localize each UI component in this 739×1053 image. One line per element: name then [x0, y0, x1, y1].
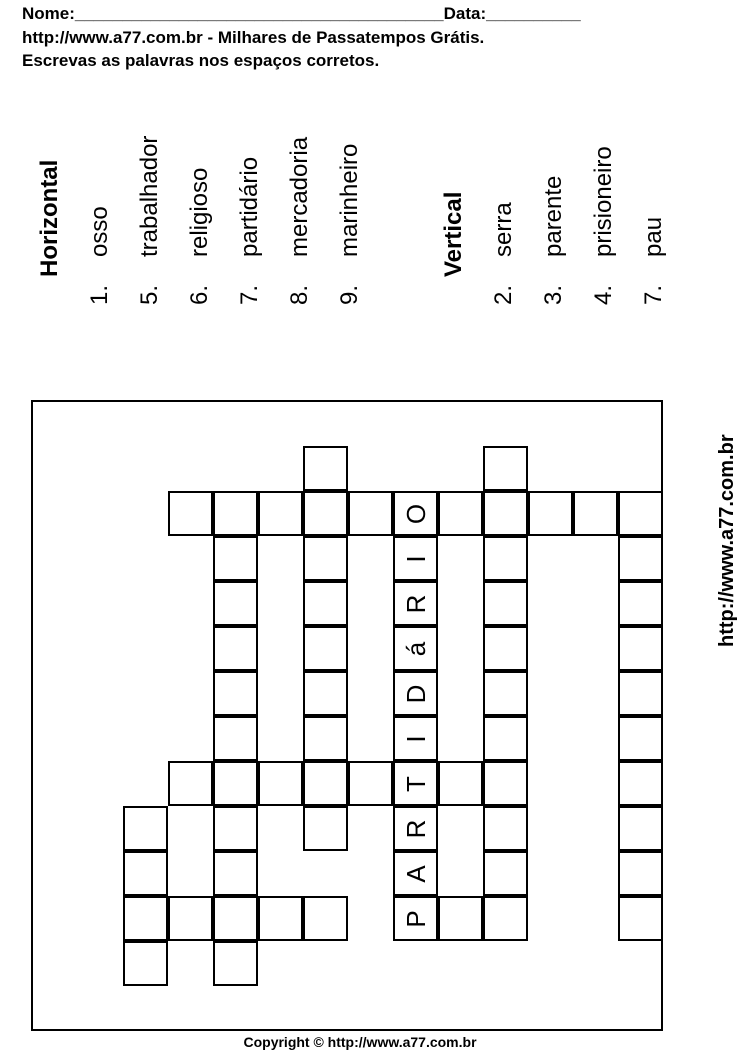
clue-h-5: 5.trabalhador [136, 135, 163, 305]
grid-cell[interactable] [483, 626, 528, 671]
grid-cell[interactable] [618, 581, 663, 626]
crossword-board [31, 400, 663, 1031]
name-line: Nome:_______________________________________ [22, 4, 444, 23]
date-line: Data:__________ [443, 4, 581, 23]
vertical-title: Vertical [440, 191, 467, 277]
side-url: http://www.a77.com.br [716, 434, 738, 647]
cell-letter: R [400, 819, 431, 838]
grid-cell[interactable] [483, 896, 528, 941]
grid-cell[interactable] [393, 716, 438, 761]
grid-cell[interactable] [258, 896, 303, 941]
grid-cell[interactable] [438, 491, 483, 536]
grid-cell[interactable] [393, 671, 438, 716]
grid-cell[interactable] [483, 761, 528, 806]
grid-cell[interactable] [618, 626, 663, 671]
cell-letter: I [400, 734, 431, 743]
clue-v-4: 4.prisioneiro [590, 146, 617, 305]
clue-h-9: 9.marinheiro [336, 143, 363, 305]
cell-letter: A [400, 864, 431, 883]
grid-cell[interactable] [393, 536, 438, 581]
grid-cell[interactable] [303, 446, 348, 491]
grid-cell[interactable] [483, 536, 528, 581]
grid-cell[interactable] [618, 671, 663, 716]
grid-cell[interactable] [213, 806, 258, 851]
grid-cell[interactable] [123, 851, 168, 896]
grid-cell[interactable] [303, 761, 348, 806]
clue-v-3: 3.parente [540, 175, 567, 305]
grid-cell[interactable] [303, 716, 348, 761]
grid-cell[interactable] [393, 626, 438, 671]
horizontal-title: Horizontal [36, 159, 63, 277]
grid-cell[interactable] [303, 536, 348, 581]
grid-cell[interactable] [438, 761, 483, 806]
grid-cell[interactable] [213, 851, 258, 896]
clue-h-7: 7.partidário [236, 156, 263, 305]
grid-cell[interactable] [483, 491, 528, 536]
grid-cell[interactable] [213, 941, 258, 986]
grid-cell[interactable] [618, 491, 663, 536]
grid-cell[interactable] [168, 491, 213, 536]
grid-cell[interactable] [483, 581, 528, 626]
grid-cell[interactable] [303, 626, 348, 671]
instruction: Escrevas as palavras nos espaços corretos. [22, 51, 380, 70]
cell-letter: á [400, 641, 431, 656]
cell-letter: O [400, 503, 431, 524]
grid-cell[interactable] [393, 806, 438, 851]
grid-cell[interactable] [213, 896, 258, 941]
grid-cell[interactable] [483, 716, 528, 761]
clue-h-6: 6.religioso [186, 167, 213, 305]
grid-cell[interactable] [348, 491, 393, 536]
grid-cell[interactable] [213, 671, 258, 716]
grid-cell[interactable] [213, 536, 258, 581]
grid-cell[interactable] [348, 761, 393, 806]
clue-h-1: 1.osso [86, 206, 113, 305]
clue-v-2: 2.serra [490, 202, 517, 305]
grid-cell[interactable] [258, 761, 303, 806]
grid-cell[interactable] [483, 806, 528, 851]
grid-cell[interactable] [258, 491, 303, 536]
grid-cell[interactable] [123, 896, 168, 941]
cell-letter: D [400, 684, 431, 703]
grid-cell[interactable] [573, 491, 618, 536]
grid-cell[interactable] [303, 671, 348, 716]
grid-cell[interactable] [393, 896, 438, 941]
grid-cell[interactable] [483, 851, 528, 896]
grid-cell[interactable] [393, 581, 438, 626]
grid-cell[interactable] [213, 626, 258, 671]
grid-cell[interactable] [618, 806, 663, 851]
grid-cell[interactable] [168, 896, 213, 941]
site-line: http://www.a77.com.br - Milhares de Passatempos Grátis. [22, 28, 485, 47]
grid-cell[interactable] [618, 851, 663, 896]
grid-cell[interactable] [618, 716, 663, 761]
grid-cell[interactable] [618, 761, 663, 806]
grid-cell[interactable] [483, 446, 528, 491]
grid-cell[interactable] [213, 581, 258, 626]
grid-cell[interactable] [213, 761, 258, 806]
grid-cell[interactable] [438, 896, 483, 941]
grid-cell[interactable] [528, 491, 573, 536]
grid-cell[interactable] [393, 851, 438, 896]
grid-cell[interactable] [303, 491, 348, 536]
clue-h-8: 8.mercadoria [286, 136, 313, 305]
cell-letter: T [400, 775, 431, 792]
grid-cell[interactable] [303, 896, 348, 941]
grid-cell[interactable] [483, 671, 528, 716]
grid-cell[interactable] [618, 896, 663, 941]
grid-cell[interactable] [213, 716, 258, 761]
grid-cell[interactable] [168, 761, 213, 806]
cell-letter: R [400, 594, 431, 613]
grid-cell[interactable] [618, 536, 663, 581]
grid-cell[interactable] [213, 491, 258, 536]
cell-letter: P [400, 909, 431, 928]
name-field[interactable] [22, 4, 581, 24]
grid-cell[interactable] [393, 761, 438, 806]
copyright: Copyright © http://www.a77.com.br [243, 1034, 477, 1050]
grid-cell[interactable] [123, 806, 168, 851]
grid-cell[interactable] [123, 941, 168, 986]
grid-cell[interactable] [303, 581, 348, 626]
cell-letter: I [400, 554, 431, 563]
clue-v-7: 7.pau [640, 216, 667, 305]
grid-cell[interactable] [303, 806, 348, 851]
grid-cell[interactable] [393, 491, 438, 536]
